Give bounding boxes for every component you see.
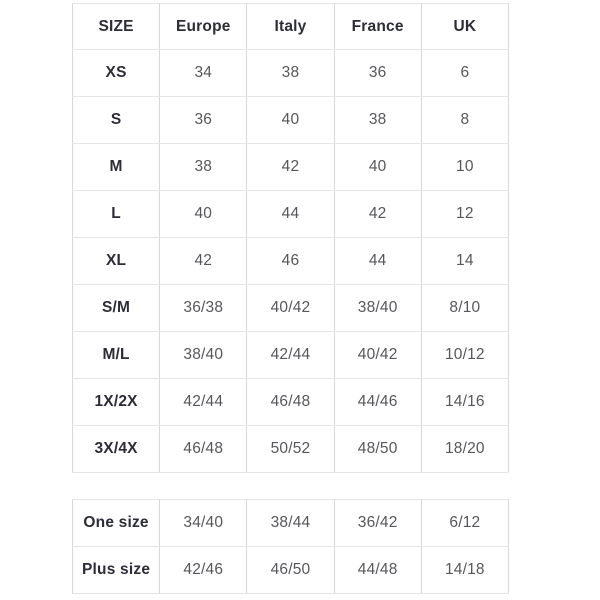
size-cell: S <box>73 97 160 144</box>
value-cell: 14/18 <box>421 547 508 594</box>
value-cell: 18/20 <box>421 426 508 473</box>
table-row <box>73 285 509 332</box>
value-cell: 14 <box>421 238 508 285</box>
table-row <box>73 50 509 97</box>
value-cell: 44 <box>247 191 334 238</box>
value-cell: 8 <box>421 97 508 144</box>
value-cell: 38 <box>160 144 247 191</box>
value-cell: 40 <box>247 97 334 144</box>
value-cell: 48/50 <box>334 426 421 473</box>
table-row <box>73 547 509 594</box>
value-cell: 36 <box>334 50 421 97</box>
size-cell: S/M <box>73 285 160 332</box>
value-cell: 46 <box>247 238 334 285</box>
value-cell: 38 <box>334 97 421 144</box>
size-table-header <box>73 4 509 50</box>
value-cell: 38/44 <box>247 500 334 547</box>
table-row <box>73 97 509 144</box>
table-row <box>73 379 509 426</box>
value-cell: 44 <box>334 238 421 285</box>
value-cell: 40/42 <box>334 332 421 379</box>
table-row <box>73 144 509 191</box>
table-row <box>73 191 509 238</box>
value-cell: 46/48 <box>247 379 334 426</box>
size-cell: 1X/2X <box>73 379 160 426</box>
value-cell: 42 <box>160 238 247 285</box>
value-cell: 14/16 <box>421 379 508 426</box>
header-row <box>73 4 509 50</box>
value-cell: 40 <box>160 191 247 238</box>
size-cell: 3X/4X <box>73 426 160 473</box>
value-cell: 42/44 <box>160 379 247 426</box>
table-row <box>73 332 509 379</box>
column-header: France <box>334 4 421 50</box>
value-cell: 6 <box>421 50 508 97</box>
size-cell: M/L <box>73 332 160 379</box>
value-cell: 50/52 <box>247 426 334 473</box>
value-cell: 36/38 <box>160 285 247 332</box>
value-cell: 42 <box>247 144 334 191</box>
value-cell: 10/12 <box>421 332 508 379</box>
value-cell: 46/48 <box>160 426 247 473</box>
column-header: Italy <box>247 4 334 50</box>
value-cell: 10 <box>421 144 508 191</box>
value-cell: 36 <box>160 97 247 144</box>
special-size-table-body <box>73 500 509 594</box>
value-cell: 42/46 <box>160 547 247 594</box>
size-cell: XS <box>73 50 160 97</box>
value-cell: 34/40 <box>160 500 247 547</box>
value-cell: 8/10 <box>421 285 508 332</box>
value-cell: 42 <box>334 191 421 238</box>
column-header: UK <box>421 4 508 50</box>
size-cell: XL <box>73 238 160 285</box>
value-cell: 44/46 <box>334 379 421 426</box>
value-cell: 44/48 <box>334 547 421 594</box>
size-cell: L <box>73 191 160 238</box>
value-cell: 34 <box>160 50 247 97</box>
table-row <box>73 500 509 547</box>
size-cell: One size <box>73 500 160 547</box>
value-cell: 40 <box>334 144 421 191</box>
value-cell: 6/12 <box>421 500 508 547</box>
table-row <box>73 238 509 285</box>
value-cell: 38/40 <box>334 285 421 332</box>
value-cell: 46/50 <box>247 547 334 594</box>
value-cell: 40/42 <box>247 285 334 332</box>
size-cell: Plus size <box>73 547 160 594</box>
size-table-body <box>73 50 509 473</box>
value-cell: 12 <box>421 191 508 238</box>
value-cell: 36/42 <box>334 500 421 547</box>
special-size-table <box>72 499 509 594</box>
value-cell: 38 <box>247 50 334 97</box>
column-header: SIZE <box>73 4 160 50</box>
size-cell: M <box>73 144 160 191</box>
value-cell: 38/40 <box>160 332 247 379</box>
table-row <box>73 426 509 473</box>
value-cell: 42/44 <box>247 332 334 379</box>
column-header: Europe <box>160 4 247 50</box>
size-conversion-table <box>72 3 509 473</box>
